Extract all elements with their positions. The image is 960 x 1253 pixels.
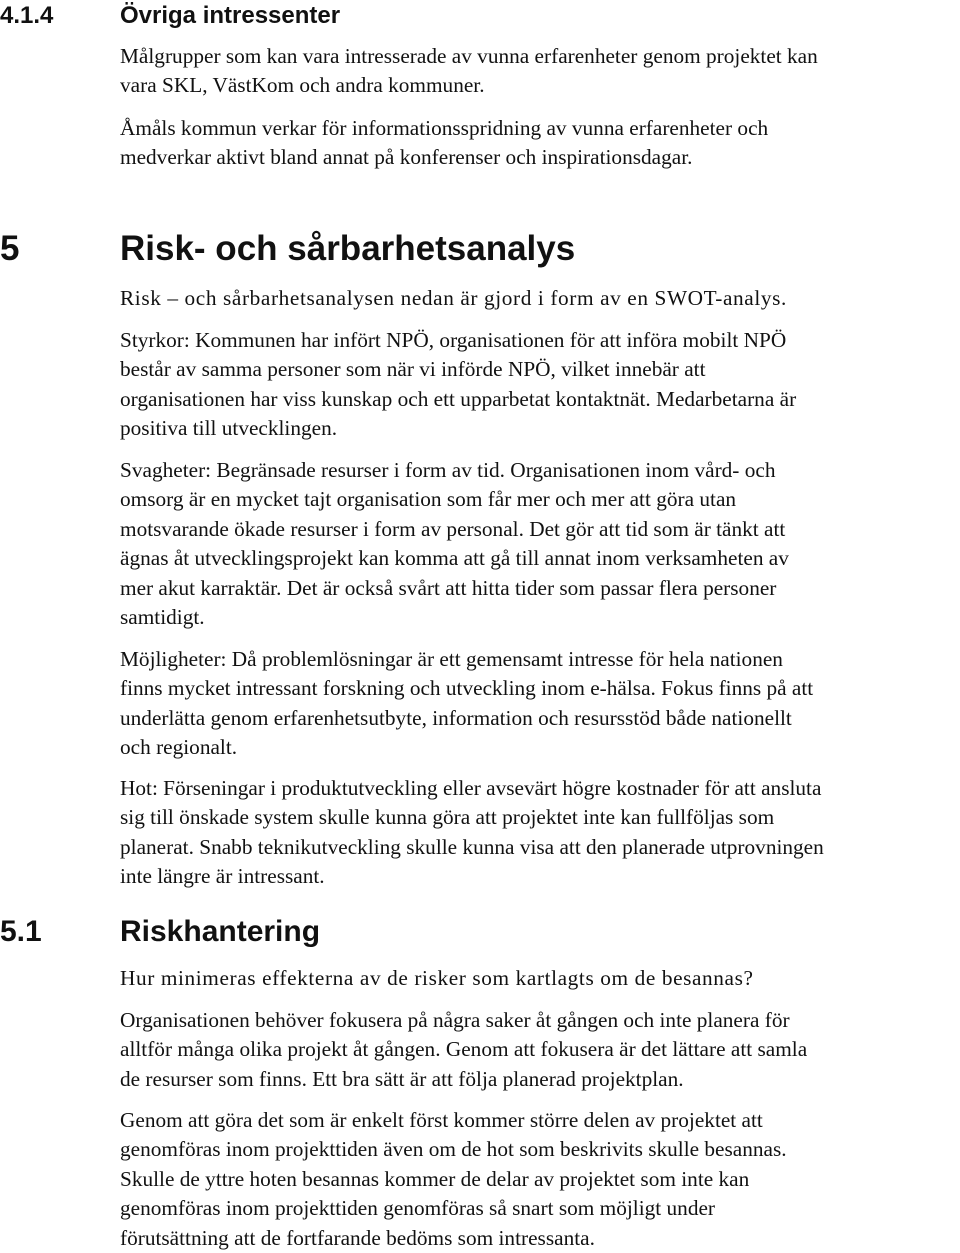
paragraph-weaknesses xyxy=(120,456,960,632)
paragraph-opportunities xyxy=(120,645,960,763)
text-line: förutsättning att de fortfarande bedöms som intressanta. xyxy=(120,1225,595,1250)
text-line: mer akut karraktär. Det är också svårt att hitta tider som passar flera personer xyxy=(120,575,777,600)
text-line: vara SKL, VästKom och andra kommuner. xyxy=(120,73,485,98)
text-line: Svagheter: Begränsade resurser i form av tid. Organisationen inom vård- och xyxy=(120,458,776,482)
text-line: Styrkor: Kommunen har infört NPÖ, organisationen för att införa mobilt NPÖ xyxy=(120,328,787,352)
text-line: Möjligheter: Då problemlösningar är ett gemensamt intresse för hela nationen xyxy=(120,647,783,671)
text-line: och regionalt. xyxy=(120,735,238,760)
text-line: genomföras inom projekttiden även om de hot som beskrivits skulle besannas. xyxy=(120,1137,787,1162)
section-title: Övriga intressenter xyxy=(120,2,341,29)
section-heading-5-1 xyxy=(0,914,900,950)
text-line: planerat. Snabb teknikutveckling skulle kunna visa att den planerade utprovningen xyxy=(120,834,824,859)
text-line: organisationen har viss kunskap och ett upparbetat kontaktnät. Medarbetarna är xyxy=(120,386,797,411)
text-line: Hot: Förseningar i produktutveckling eller avsevärt högre kostnader för att ansluta xyxy=(120,776,822,800)
text-line: de resurser som finns. Ett bra sätt är att följa planerad projektplan. xyxy=(120,1066,684,1091)
text-line: sig till önskade system skulle kunna göra att projektet inte kan fullföljas som xyxy=(120,805,775,830)
section-number: 5.1 xyxy=(0,915,42,948)
paragraph-swot-intro xyxy=(120,284,960,313)
text-line: underlätta genom erfarenhetsutbyte, information och resursstöd både nationellt xyxy=(120,705,792,730)
text-line: motsvarande ökade resurser i form av personal. Det gör att tid som är tänkt att xyxy=(120,516,786,541)
paragraph-threats xyxy=(120,774,960,892)
text-line: genomföras inom projekttiden genomföras så snart som möjligt under xyxy=(120,1196,716,1221)
text-line: Organisationen behöver fokusera på några saker åt gången och inte planera för xyxy=(120,1008,790,1032)
paragraph-focus xyxy=(120,1006,960,1094)
text-line: samtidigt. xyxy=(120,605,205,630)
paragraph-target-groups xyxy=(120,42,960,101)
section-title: Risk- och sårbarhetsanalys xyxy=(120,229,576,268)
paragraph-strengths xyxy=(120,326,960,444)
text-line: Målgrupper som kan vara intresserade av vunna erfarenheter genom projektet kan xyxy=(120,44,818,68)
section-title: Riskhantering xyxy=(120,915,321,948)
text-line: består av samma personer som när vi införde NPÖ, vilket innebär att xyxy=(120,357,706,382)
text-line: ägnas åt utvecklingsprojekt kan komma att gå till annat inom verksamheten av xyxy=(120,546,789,571)
text-line: medverkar aktivt bland annat på konferenser och inspirationsdagar. xyxy=(120,145,693,170)
section-heading-4-1-4 xyxy=(0,2,900,30)
text-line: Risk – och sårbarhetsanalysen nedan är gjord i form av en SWOT-analys. xyxy=(120,286,787,310)
text-line: omsorg är en mycket tajt organisation som får mer och mer att göra utan xyxy=(120,487,737,512)
section-number: 4.1.4 xyxy=(0,2,54,29)
paragraph-risk-question xyxy=(120,964,960,993)
section-heading-5 xyxy=(0,228,900,270)
text-line: Hur minimeras effekterna av de risker som kartlagts om de besannas? xyxy=(120,966,754,990)
text-line: finns mycket intressant forskning och utveckling inom e-hälsa. Fokus finns på att xyxy=(120,676,814,701)
text-line: positiva till utvecklingen. xyxy=(120,416,338,441)
text-line: alltför många olika projekt åt gången. Genom att fokusera är det lättare att samla xyxy=(120,1037,808,1062)
paragraph-simple-first xyxy=(120,1106,960,1253)
section-number: 5 xyxy=(0,229,20,268)
text-line: Genom att göra det som är enkelt först kommer större delen av projektet att xyxy=(120,1108,763,1132)
text-line: inte längre är intressant. xyxy=(120,864,325,889)
text-line: Skulle de yttre hoten besannas kommer de delar av projektet som inte kan xyxy=(120,1166,750,1191)
text-line: Åmåls kommun verkar för informationsspridning av vunna erfarenheter och xyxy=(120,116,769,140)
paragraph-information-spread xyxy=(120,114,960,173)
